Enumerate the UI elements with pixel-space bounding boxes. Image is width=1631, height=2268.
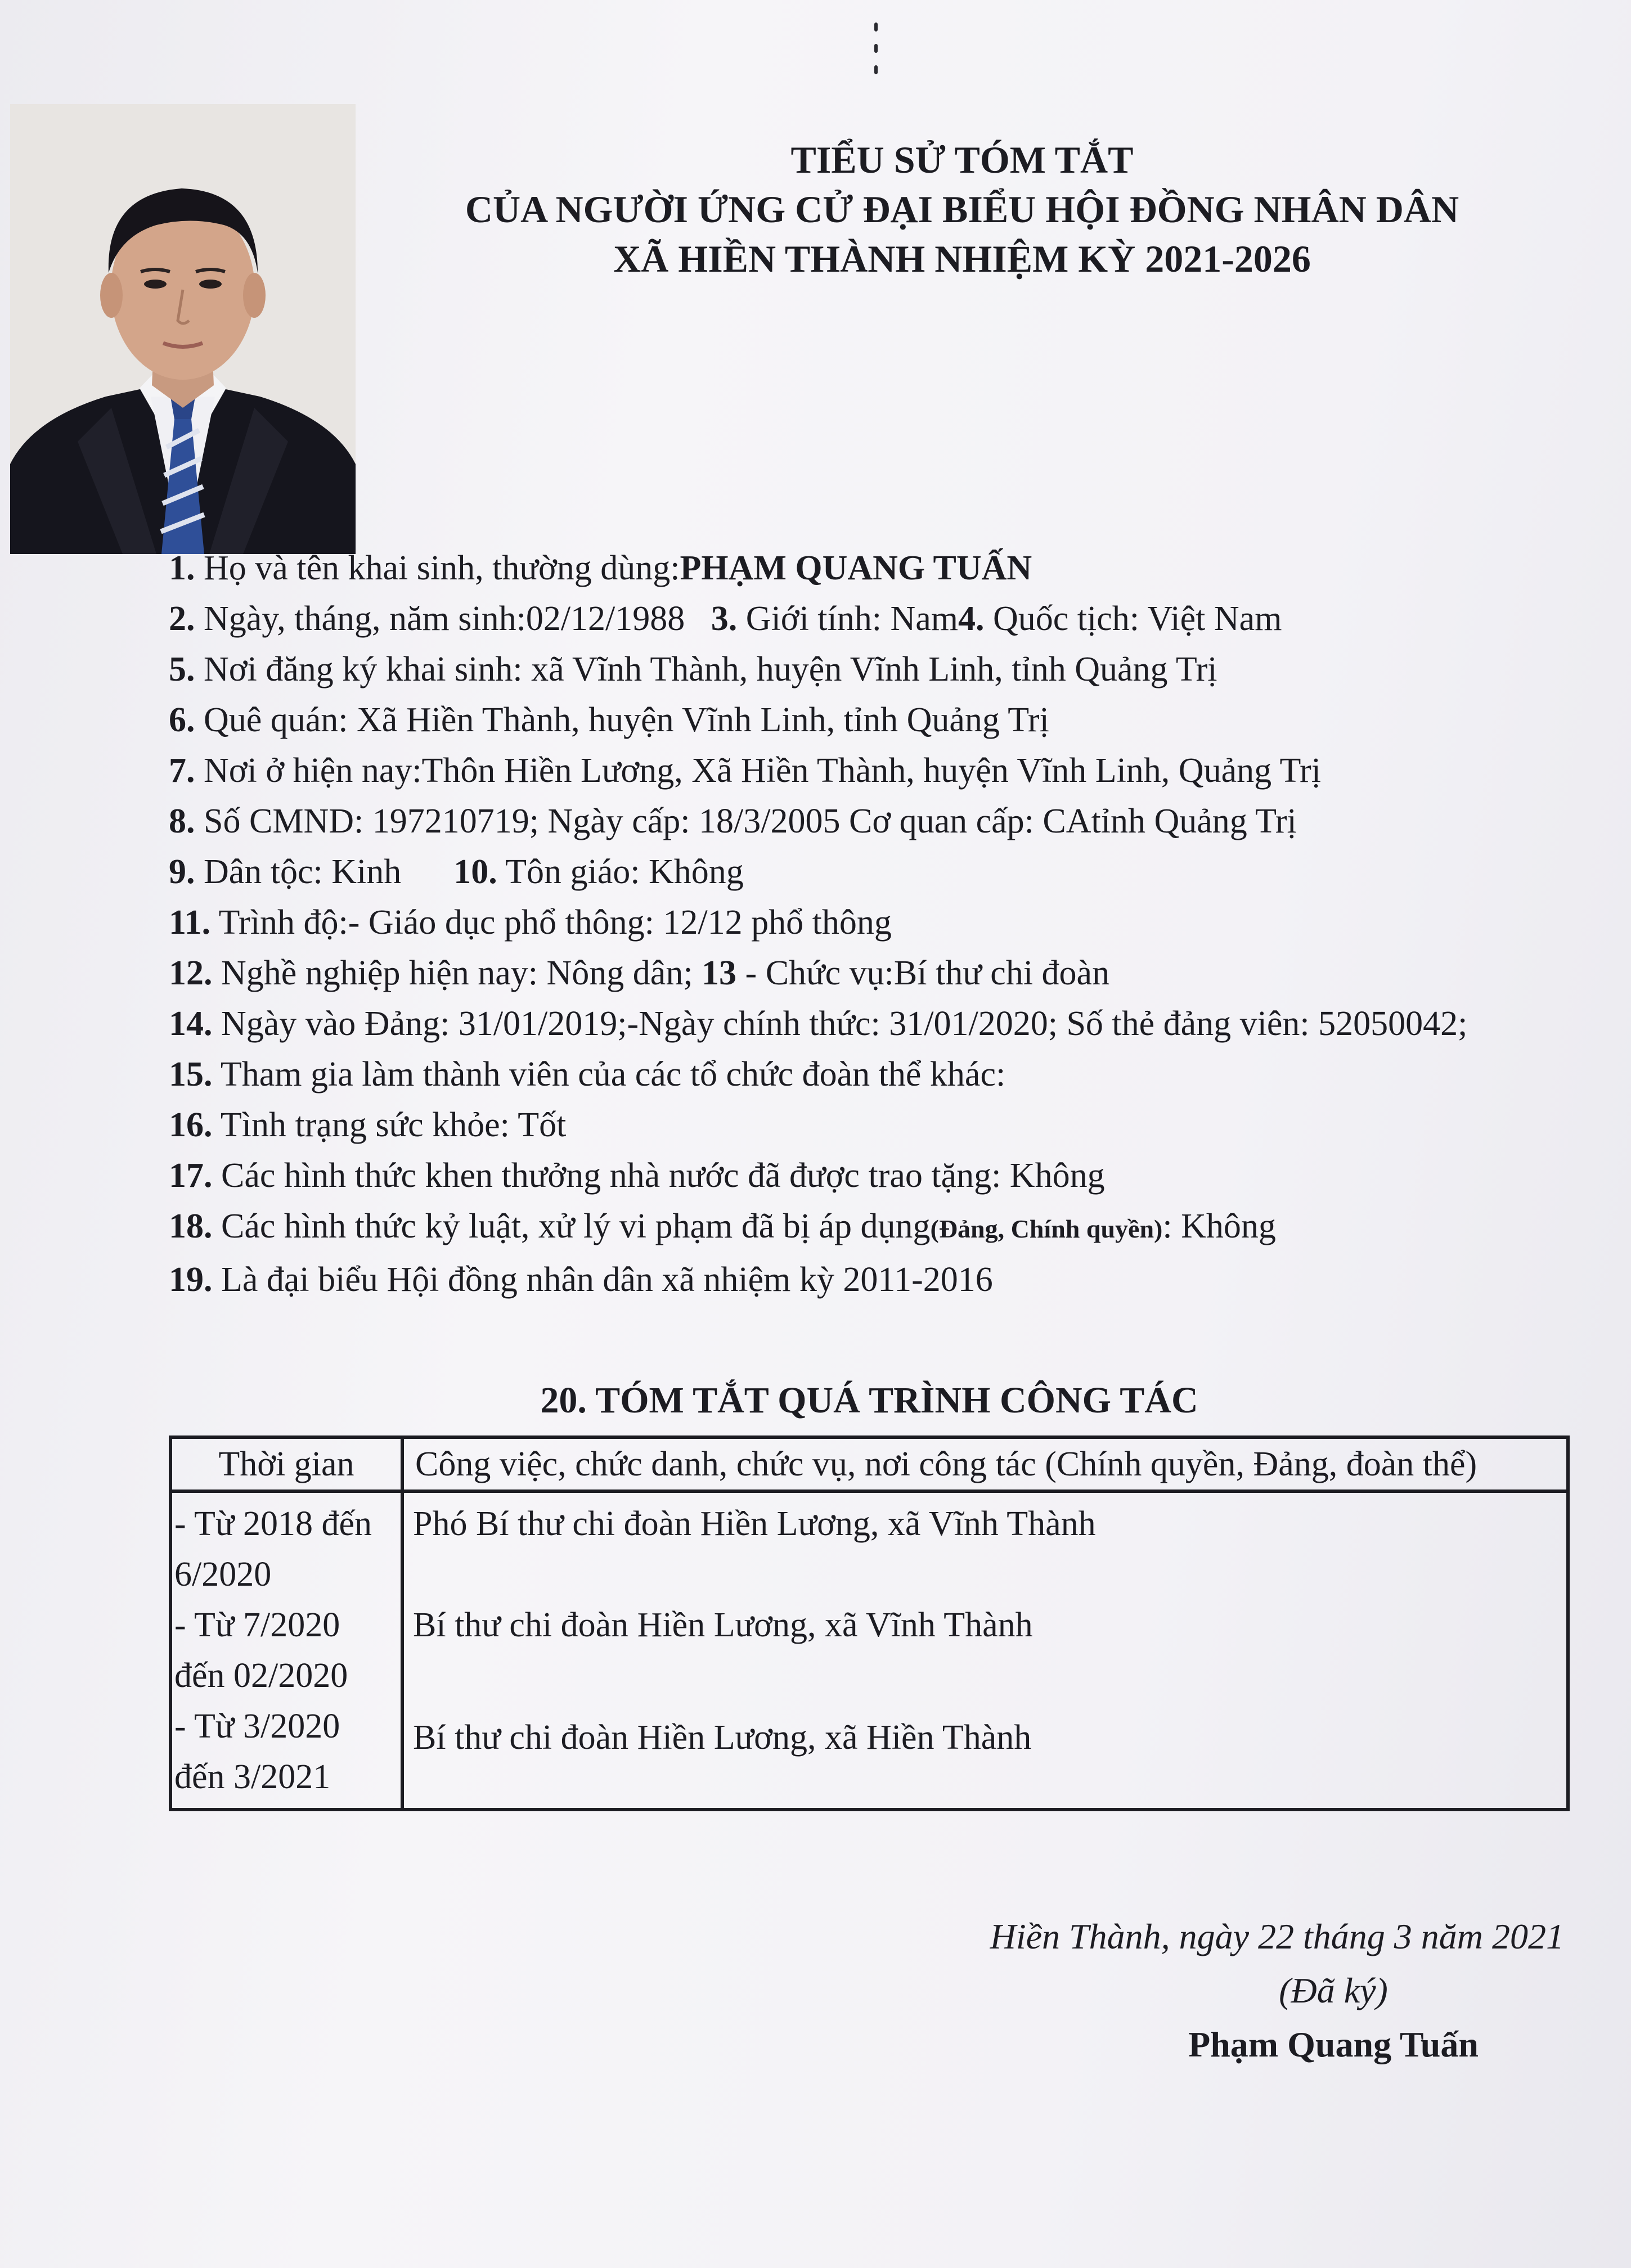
field-number: 7.	[169, 752, 195, 790]
work-history-table	[169, 1436, 1570, 1811]
biography-fields	[169, 543, 1542, 1305]
table-row	[170, 1491, 1568, 1810]
field-15-organizations	[169, 1049, 1542, 1100]
field-number: 9.	[169, 853, 195, 891]
field-number: 2.	[169, 600, 195, 638]
field-number: 11.	[169, 903, 211, 942]
field-value: : Không	[1162, 1207, 1276, 1245]
field-12-13	[169, 948, 1542, 998]
field-6-hometown	[169, 695, 1542, 745]
field-number: 14.	[169, 1005, 213, 1043]
role-2: Bí thư chi đoàn Hiền Lương, xã Vĩnh Thành	[413, 1606, 1033, 1644]
period-2: - Từ 7/2020 đến 02/2020	[174, 1606, 348, 1695]
field-1-full-name	[169, 543, 1542, 593]
field-text: Ngày vào Đảng: 31/01/2019;-Ngày chính thức: 31/01/2020; Số thẻ đảng viên: 52050042;	[212, 1005, 1468, 1043]
title-line-3: XÃ HIỀN THÀNH NHIỆM KỲ 2021-2026	[613, 237, 1311, 280]
field-text: Tham gia làm thành viên của các tổ chức đoàn thể khác:	[212, 1055, 1006, 1094]
religion: Tôn giáo: Không	[497, 853, 744, 891]
field-number: 10.	[453, 853, 497, 891]
role-3: Bí thư chi đoàn Hiền Lương, xã Hiền Thành	[413, 1718, 1032, 1757]
field-2-3-4	[169, 593, 1542, 644]
role-cell	[402, 1491, 1568, 1810]
place-and-date: Hiền Thành, ngày 22 tháng 3 năm 2021	[990, 1916, 1564, 1956]
field-text: Nơi đăng ký khai sinh: xã Vĩnh Thành, huyện Vĩnh Linh, tỉnh Quảng Trị	[195, 650, 1217, 688]
ethnicity: Dân tộc: Kinh	[195, 853, 402, 891]
signoff-block	[844, 1910, 1564, 2072]
field-text: Các hình thức kỷ luật, xử lý vi phạm đã bị áp dụng	[212, 1207, 931, 1245]
field-text: Nơi ở hiện nay:Thôn Hiền Lương, Xã Hiền Thành, huyện Vĩnh Linh, Quảng Trị	[195, 752, 1322, 790]
table-header-row	[170, 1437, 1568, 1491]
punch-marks	[873, 22, 879, 73]
field-18-discipline	[169, 1201, 1542, 1254]
period-cell	[170, 1491, 402, 1810]
occupation: Nghề nghiệp hiện nay: Nông dân;	[212, 954, 702, 992]
field-text: Số CMND: 197210719; Ngày cấp: 18/3/2005 Cơ quan cấp: CAtỉnh Quảng Trị	[195, 802, 1297, 840]
role-1: Phó Bí thư chi đoàn Hiền Lương, xã Vĩnh Thành	[413, 1505, 1096, 1543]
title-line-1: TIỂU SỬ TÓM TẮT	[790, 138, 1134, 181]
field-11-education	[169, 897, 1542, 948]
title-line-2: CỦA NGƯỜI ỨNG CỬ ĐẠI BIỂU HỘI ĐỒNG NHÂN DÂN	[465, 188, 1459, 231]
field-8-id-card	[169, 796, 1542, 847]
signer-name: Phạm Quang Tuấn	[1188, 2024, 1479, 2064]
field-17-awards	[169, 1150, 1542, 1201]
field-text: Tình trạng sức khỏe: Tốt	[212, 1106, 567, 1144]
document-title	[428, 135, 1497, 284]
field-number: 8.	[169, 802, 195, 840]
field-number: 17.	[169, 1156, 213, 1195]
position: - Chức vụ:Bí thư chi đoàn	[736, 954, 1110, 992]
field-text: Quê quán: Xã Hiền Thành, huyện Vĩnh Linh, tỉnh Quảng Trị	[195, 701, 1049, 739]
field-9-10	[169, 847, 1542, 897]
field-text: Các hình thức khen thưởng nhà nước đã được trao tặng: Không	[212, 1156, 1105, 1195]
field-14-party-membership	[169, 998, 1542, 1049]
field-number: 16.	[169, 1106, 213, 1144]
field-number: 12.	[169, 954, 213, 992]
field-number: 3.	[711, 600, 738, 638]
field-16-health	[169, 1100, 1542, 1150]
signed-note: (Đã ký)	[1279, 1970, 1388, 2010]
period-1: - Từ 2018 đến 6/2020	[174, 1505, 372, 1594]
portrait-photo	[10, 104, 356, 554]
field-text: Là đại biểu Hội đồng nhân dân xã nhiệm kỳ 2011-2016	[212, 1261, 993, 1299]
header-role: Công việc, chức danh, chức vụ, nơi công tác (Chính quyền, Đảng, đoàn thể)	[402, 1437, 1568, 1491]
field-number: 1.	[169, 549, 195, 587]
field-5-birth-registration	[169, 644, 1542, 695]
field-text: Trình độ:- Giáo dục phổ thông: 12/12 phổ thông	[210, 903, 892, 942]
field-note: (Đảng, Chính quyền)	[930, 1214, 1163, 1243]
field-19-previous-term	[169, 1254, 1542, 1305]
nationality: Quốc tịch: Việt Nam	[984, 600, 1282, 638]
birth-date: Ngày, tháng, năm sinh:02/12/1988	[195, 600, 685, 638]
field-number: 18.	[169, 1207, 213, 1245]
field-7-current-residence	[169, 745, 1542, 796]
period-3: - Từ 3/2020 đến 3/2021	[174, 1707, 340, 1796]
field-number: 13	[702, 954, 737, 992]
work-history-heading: 20. TÓM TẮT QUÁ TRÌNH CÔNG TÁC	[540, 1380, 1198, 1421]
field-number: 4.	[958, 600, 985, 638]
field-label: Họ và tên khai sinh, thường dùng:	[195, 549, 680, 587]
full-name-value: PHẠM QUANG TUẤN	[680, 549, 1032, 587]
field-number: 19.	[169, 1261, 213, 1299]
gender: Giới tính: Nam	[737, 600, 959, 638]
field-number: 6.	[169, 701, 195, 739]
field-number: 5.	[169, 650, 195, 688]
header-period: Thời gian	[170, 1437, 402, 1491]
field-number: 15.	[169, 1055, 213, 1094]
